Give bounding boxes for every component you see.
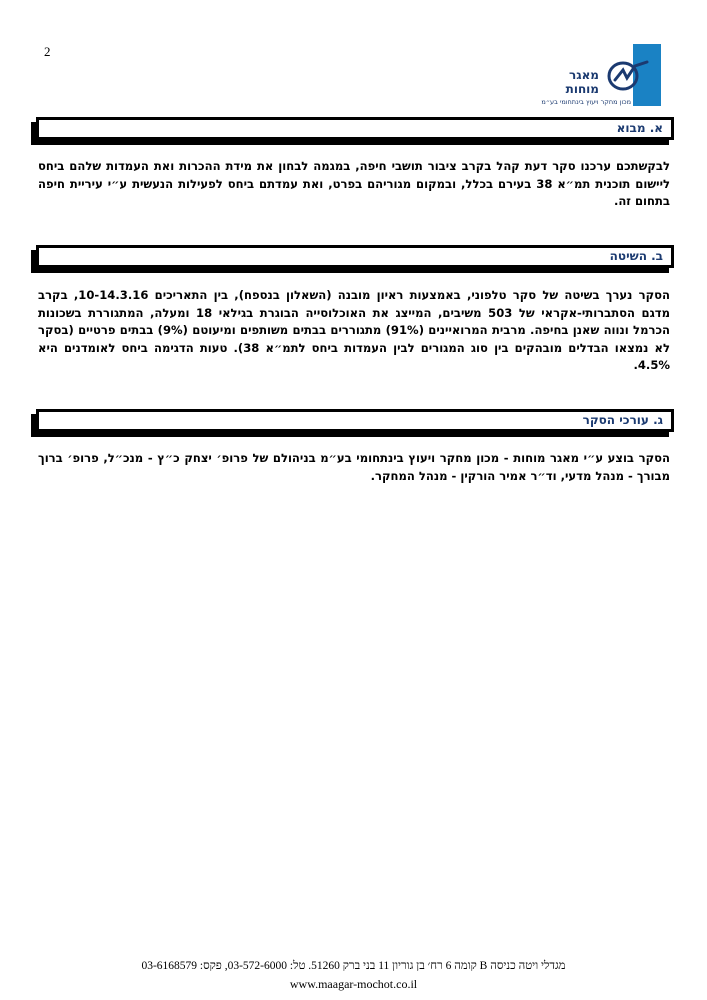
section-body-method: הסקר נערך בשיטה של סקר טלפוני, באמצעות ראיון מובנה (השאלון בנספח), בין התאריכים 10-14.3.16, בקרב מדגם הסתברותי-אקראי של 503 משיבים, המייצג את האוכלוסייה הבוגרת בגילאי 18 ומעלה, המתגוררת בשכונות הכרמל ונווה שאנן בחיפה. מרבית המרואיינים (91%) מתגוררים בבתים משותפים ומיעוטם (9%) בבתים פרטיים (בסקר לא נמצאו הבדלים מובהקים בין סוג המגורים לבין העמדות ביחס לתמ״א 38). טעות הדגימה ביחס לאומדנים היא 4.5%. — [38, 288, 671, 372]
section-title: א. מבוא — [616, 121, 663, 135]
section-title: ג. עורכי הסקר — [582, 413, 663, 427]
section-title: ב. השיטה — [609, 249, 663, 263]
section-body-intro: לבקשתכם ערכנו סקר דעת קהל בקרב ציבור תושבי חיפה, במגמה לבחון את מידת ההכרות ואת העמדות שלהם ביחס ליישום תוכנית תמ״א 38 בעירם בכלל, ובמקום מגוריהם בפרט, ואת עמדתם ביחס לפעילות הנעשית ע״י עיריית חיפה בתחום זה. — [38, 159, 670, 208]
company-logo — [515, 44, 661, 110]
page-number: 2 — [44, 44, 51, 59]
logo-name-line1: מאגר — [568, 68, 599, 82]
footer-address: מגדלי ויטה כניסה B קומה 6 רח׳ בן גוריון 11 בני ברק 51260. טל: 03-572-6000, פקס: 03-6168579 — [141, 960, 566, 972]
section-header-authors — [36, 409, 674, 432]
section-header-method — [36, 245, 674, 268]
section-header-intro — [36, 117, 674, 140]
section-body-authors: הסקר בוצע ע״י מאגר מוחות - מכון מחקר ויעוץ בינתחומי בע״מ בניהולם של פרופ׳ יצחק כ״ץ - מנכ״ל, פרופ׳ ברוך מבורך - מנהל מדעי, וד״ר אמיר הורקין - מנהל המחקר. — [38, 451, 670, 483]
footer-website-link[interactable]: www.maagar-mochot.co.il — [289, 977, 418, 991]
brain-logo-icon — [607, 58, 651, 94]
logo-tagline: מכון מחקר ויעוץ בינתחומי בע״מ — [541, 98, 631, 106]
logo-name-line2: מוחות — [565, 82, 599, 96]
